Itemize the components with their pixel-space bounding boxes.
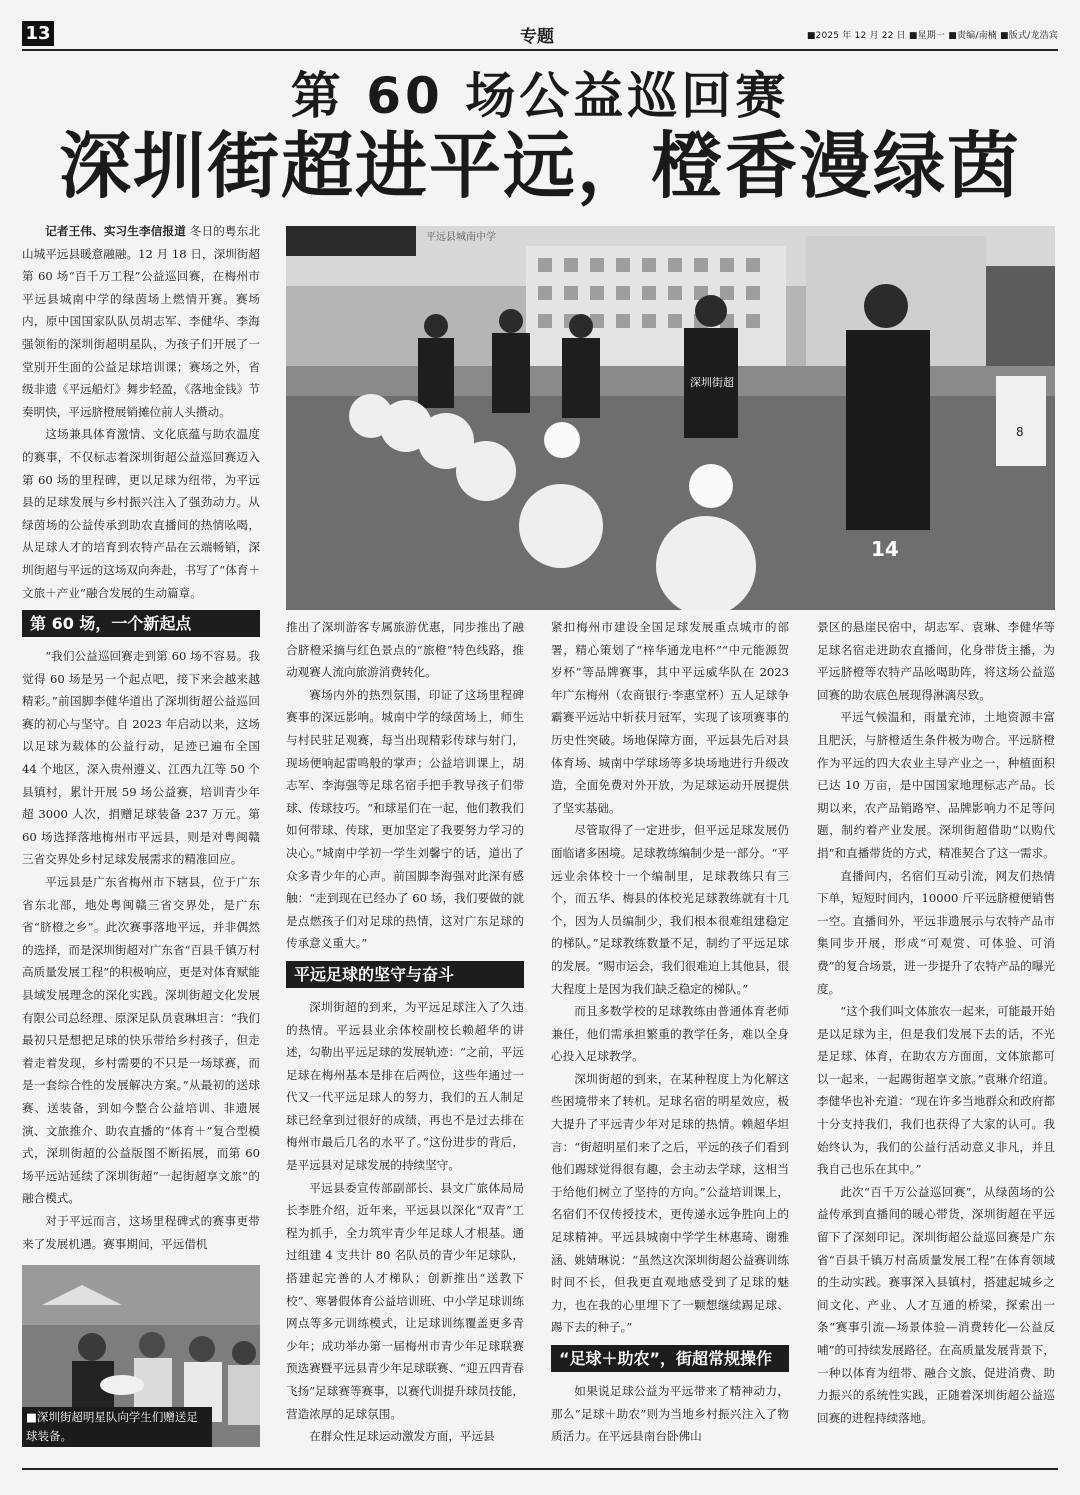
jersey-number-8: 8 — [1016, 425, 1024, 439]
subhead-football-agriculture: “足球＋助农”，街超常规操作 — [551, 1345, 789, 1372]
paragraph: 冬日的粤东北山城平远县暖意融融。12 月 18 日，深圳街超第 60 场“百千万工程”公益巡回赛，在梅州市平远县城南中学的绿茵场上燃情开赛。赛场内，原中国国家队队员胡志军、李健华、李海强领衔的深圳街超明星队，为孩子们开展了一堂别开生面的公益足球培训课；赛场之外，省级非遗《平远船灯》舞步轻盈，《落地金钱》节奏明快，平远脐橙展销摊位前人头攒动。 — [22, 224, 260, 419]
headline-kicker: 第 60 场公益巡回赛 — [290, 67, 790, 125]
paragraph: 深圳街超的到来，在某种程度上为化解这些困境带来了转机。足球名宿的明星效应，极大提升了平远青少年对足球的热情。赖超华坦言：“街超明星们来了之后，平远的孩子们看到他们踢球觉得很有趣，会主动去学球，这相当于给他们树立了坚持的方向。”公益培训课上，名宿们不仅传授技术，更传递永远争胜向上的足球精神。平远县城南中学学生林惠琦、谢雅涵、姚婧琳说：“虽然这次深圳街超公益赛训练时间不长，但我更直观地感受到了足球的魅力，也在我的心里埋下了一颗想继续踢足球、踢下去的种子。” — [551, 1071, 789, 1335]
paragraph: 这场兼具体育激情、文化底蕴与助农温度的赛事，不仅标志着深圳街超公益巡回赛迈入第 60 场的里程碑，更以足球为纽带，为平远县的足球发展与乡村振兴注入了强劲动力。从绿茵场的公益传承到助农直播间的热情吆喝，从足球人才的培育到农特产品在云端畅销，深圳街超与平远的这场双向奔赴，书写了“体育＋文旅＋产业”融合发展的生动篇章。 — [22, 427, 260, 600]
paragraph: 如果说足球公益为平远带来了精神动力，那么“足球＋助农”则为当地乡村振兴注入了物质活力。在平远县南台卧佛山 — [551, 1384, 789, 1444]
paragraph: 此次“百千万公益巡回赛”，从绿茵场的公益传承到直播间的暖心带货，深圳街超在平远留下了深刻印记。深圳街超公益巡回赛是广东省“百县千镇万村高质量发展工程”在体育领域的生动实践。赛事深入县镇村，搭建起城乡之间文化、产业、人才互通的桥梁，探索出一条“赛事引流—场景体验—消费转化—公益反哺”的可持续发展路径。在高质量发展背景下，一种以体育为纽带、融合文旅、促进消费、助力振兴的系统性实践，正随着深圳街超公益巡回赛的进程持续落地。 — [817, 1184, 1055, 1425]
paragraph: 而且多数学校的足球教练由普通体育老师兼任，他们需承担繁重的教学任务，难以全身心投入足球教学。 — [551, 1004, 789, 1064]
paragraph: 赛场内外的热烈氛围，印证了这场里程碑赛事的深远影响。城南中学的绿茵场上，师生与村民驻足观赛，每当出现精彩传球与射门，现场便响起雷鸣般的掌声；公益培训课上，胡志军、李海强等足球名宿手把手教导孩子们带球、传球技巧。“和球星们在一起，他们教我们如何带球、传球，更加坚定了我要努力学习的决心。”城南中学初一学生刘馨宁的话，道出了众多青少年的心声。前国脚李海强对此深有感触：“走到现在已经办了 60 场，我们要做的就是点燃孩子们对足球的热情，这对广东足球的传承意义重大。” — [286, 687, 524, 951]
section-label: 专题 — [520, 27, 554, 47]
dateline: ■2025 年 12 月 22 日 ■星期一 ■责编/南楠 ■版式/龙浩宾 — [806, 31, 1058, 41]
jersey-number-14: 14 — [871, 537, 899, 561]
column-3 — [551, 616, 789, 1448]
paragraph: 平远县是广东省梅州市下辖县，位于广东省东北部，地处粤闽赣三省交界处，是广东省“脐橙之乡”。此次赛事落地平远，并非偶然的选择，而是深圳街超对广东省“百县千镇万村高质量发展工程”的积极响应，更是对体育赋能县域发展理念的深化实践。深圳街超文化发展有限公司总经理、原深足队员袁琳坦言：“我们最初只是想把足球的快乐带给乡村孩子，但走着走着发现，乡村需要的不只是一场球赛，而是一套综合性的发展解决方案。”从最初的送球赛、送装备，到如今整合公益培训、非遗展演、文旅推介、助农直播的“体育＋”复合型模式，深圳街超的公益版图不断拓展，而第 60 场平远站延续了深圳街超“一起街超享文旅”的融合模式。 — [22, 875, 260, 1206]
paragraph: 平远气候温和，雨量充沛，土地资源丰富且肥沃，与脐橙适生条件极为吻合。平远脐橙作为平远的四大农业主导产业之一，种植面积已达 10 万亩，是中国国家地理标志产品。长期以来，农产品销路窄、品牌影响力不足等问题，制约着产业发展。深圳街超借助“以购代捐”和直播带货的方式，精准契合了这一需求。 — [817, 710, 1055, 860]
paragraph: 对于平远而言，这场里程碑式的赛事更带来了发展机遇。赛事期间，平远借机 — [22, 1213, 260, 1251]
page-header — [22, 18, 1058, 48]
header-rule — [22, 49, 1058, 51]
page-number: 13 — [22, 21, 54, 46]
paragraph: 平远县委宣传部副部长、县文广旅体局局长李胜介绍，近年来，平远县以深化“双青”工程为抓手，全力筑牢青少年足球人才根基。通过组建 4 支共计 80 名队员的青少年足球队，搭建起完善的人才梯队；创新推出“送教下校”、寒暑假体育公益培训班、中小学足球训练网点等多元训练模式，让足球训练覆盖更多青少年；成功举办第一届梅州市青少年足球联赛预选赛暨平远县青少年足球联赛、“迎五四青春飞扬”足球赛等赛事，以赛代训提升球员技能，营造浓厚的足球氛围。 — [286, 1180, 524, 1421]
paragraph: “我们公益巡回赛走到第 60 场不容易。我觉得 60 场是另一个起点吧，接下来会越来越精彩。”前国脚李健华道出了深圳街超公益巡回赛的初心与坚守。自 2023 年启动以来，这场以足球为载体的公益行动，足迹已遍布全国 44 个地区，深入贵州遵义、江西九江等 50 个县镇村，累计开展 59 场公益赛，培训青少年超 3000 人次，捐赠足球装备 237 万元。第 60 场选择落地梅州市平远县，则是对粤闽赣三省交界处乡村足球发展需求的精准回应。 — [22, 649, 260, 867]
subhead-perseverance: 平远足球的坚守与奋斗 — [286, 961, 524, 988]
paragraph: “这个我们叫文体旅农一起来，可能最开始是以足球为主，但是我们发展下去的话，不光是足球、体育，在助农方方面面，文体旅都可以一起来，一起踢街超享文旅。”袁琳介绍道。李健华也补充道：“现在许多当地群众和政府都十分支持我们，我们也获得了大家的认可。我始终认为，我们的公益行活动意义非凡，并且我自己也乐在其中。” — [817, 1004, 1055, 1177]
photo-banner-text: 平远县城南中学 — [426, 232, 496, 243]
paragraph: 在群众性足球运动激发方面，平远县 — [309, 1429, 495, 1444]
photo-main-illustration — [286, 226, 1055, 610]
paragraph: 推出了深圳游客专属旅游优惠，同步推出了融合脐橙采摘与红色景点的“旅橙”特色线路，推动观赛人流向旅游消费转化。 — [286, 620, 524, 680]
column-2 — [286, 616, 524, 1448]
paragraph: 直播间内，名宿们互动引流，网友们热情下单，短短时间内，10000 斤平远脐橙便销售一空。直播间外，平远非遗展示与农特产品市集同步开展，形成“可观赏、可体验、可消费”的复合场景，进一步提升了农特产品的曝光度。 — [817, 868, 1055, 996]
paragraph: 景区的悬崖民宿中，胡志军、袁琳、李健华等足球名宿走进助农直播间，化身带货主播，为平远脐橙等农特产品吆喝助阵，将这场公益巡回赛的助农底色展现得淋漓尽致。 — [817, 620, 1055, 702]
paragraph: 深圳街超的到来，为平远足球注入了久违的热情。平远县业余体校副校长赖超华的讲述，勾勒出平远足球的发展轨迹：“之前，平远足球在梅州基本是排在后两位，这些年通过一代又一代平远足球人的努力，我们的五人制足球已经拿到过很好的成绩，再也不是过去排在梅州市最后几名的水平了。”这份进步的背后，是平远县对足球发展的持续坚守。 — [286, 999, 524, 1173]
column-1 — [22, 220, 260, 1255]
jersey-text: 深圳街超 — [690, 376, 734, 389]
byline: 记者王伟、实习生李信报道 — [45, 224, 186, 238]
paragraph: 尽管取得了一定进步，但平远足球发展仍面临诸多困境。足球教练编制少是一部分。“平远业余体校十一个编制里，足球教练只有三个，而五华、梅县的体校光足球教练就有十几个，因为人员编制少，我们根本很难组建稳定的梯队。”足球教练数量不足，制约了平远足球的发展。“赐市运会，我们很难迫上其他县，很大程度上是因为我们缺乏稳定的梯队。” — [551, 823, 789, 996]
subhead-new-start: 第 60 场，一个新起点 — [22, 610, 260, 637]
paragraph: 紧扣梅州市建设全国足球发展重点城市的部署，精心策划了“梓华通龙电杯”“中元能源贺岁杯”等品牌赛事，其中平远威华队在 2023 年广东梅州（农商银行·李惠堂杯）五人足球争霸赛平远站中斩获月冠军，实现了该项赛事的历史性突破。场地保障方面，平远县先后对县体育场、城南中学球场等多块场地进行升级改造，全面免费对外开放，为足球运动开展提供了坚实基础。 — [551, 620, 789, 815]
headline-title: 深圳街超进平远，橙香漫绿茵 — [58, 124, 1021, 208]
column-4 — [817, 616, 1055, 1429]
footer-rule — [22, 1468, 1058, 1470]
photo-main-walkout — [286, 226, 1055, 610]
photo-caption: ■深圳街超明星队向学生们赠送足球装备。 — [22, 1407, 212, 1447]
